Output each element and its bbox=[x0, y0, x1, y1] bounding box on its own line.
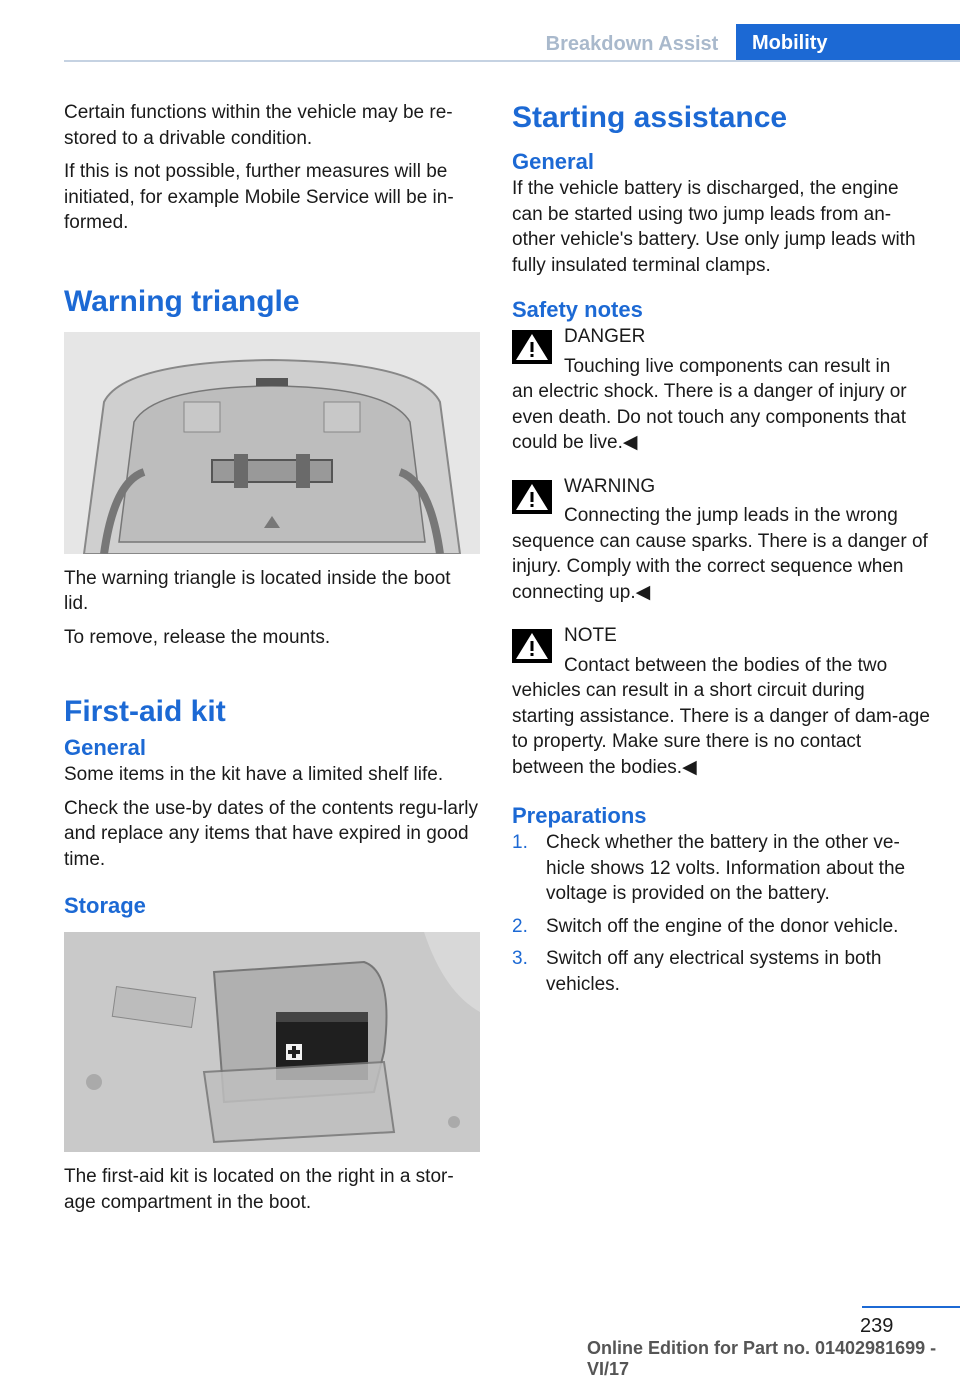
storage-paragraph-1: The first-aid kit is located on the right in a stor-age compartment in the boot. bbox=[64, 1166, 454, 1213]
warning-triangle-icon bbox=[512, 330, 552, 364]
safety-notes-heading: Safety notes bbox=[512, 297, 643, 322]
warning-text-rest: sequence can cause sparks. There is a danger of injury. Comply with the correct sequence when connecting up.◀ bbox=[512, 530, 928, 603]
warning-label: WARNING bbox=[564, 475, 656, 497]
danger-text-rest: an electric shock. There is a danger of injury or even death. Do not touch any components that could be live.◀ bbox=[512, 381, 907, 453]
step-number: 1. bbox=[512, 832, 528, 853]
note-text-rest: vehicles can result in a short circuit during starting assistance. There is a danger of dam-age to property. Make sure there is no contact between the bodies.◀ bbox=[512, 680, 930, 778]
danger-text bbox=[512, 354, 930, 456]
note-label: NOTE bbox=[564, 625, 617, 646]
left-column bbox=[64, 100, 480, 1223]
warning-triangle-paragraph-2: To remove, release the mounts. bbox=[64, 626, 331, 648]
edition-label: Online Edition for Part no. 01402981699 - VI/17 bbox=[587, 1338, 937, 1379]
step-number: 3. bbox=[512, 948, 528, 969]
starting-assistance-heading: Starting assistance bbox=[512, 101, 788, 134]
right-column bbox=[512, 100, 930, 1004]
first-aid-general-paragraph-2: Check the use-by dates of the contents regu-larly and replace any items that have expired in good time. bbox=[64, 797, 479, 870]
page-number: 239 bbox=[860, 1315, 894, 1337]
danger-label: DANGER bbox=[564, 326, 646, 347]
first-aid-general-heading: General bbox=[64, 735, 146, 760]
step-text: Check whether the battery in the other ve-hicle shows 12 volts. Information about the voltage is provided on the battery. bbox=[546, 832, 906, 904]
preparations-list bbox=[512, 830, 930, 997]
warning-note bbox=[512, 474, 930, 606]
first-aid-general-paragraph-1: Some items in the kit have a limited shelf life. bbox=[64, 764, 444, 785]
warning-triangle-icon bbox=[512, 480, 552, 514]
intro-paragraph-1: Certain functions within the vehicle may be re-stored to a drivable condition. bbox=[64, 102, 453, 149]
starting-general-heading: General bbox=[512, 149, 594, 174]
tab-breakdown-assist[interactable]: Breakdown Assist bbox=[545, 32, 719, 55]
warning-triangle-icon bbox=[512, 629, 552, 663]
warning-text bbox=[512, 503, 930, 605]
list-item bbox=[512, 830, 930, 907]
boot-lid-illustration bbox=[64, 332, 480, 554]
storage-heading: Storage bbox=[64, 893, 146, 918]
note-text bbox=[512, 653, 930, 781]
warning-triangle-paragraph-1: The warning triangle is located inside the boot lid. bbox=[64, 567, 451, 614]
footer-divider bbox=[862, 1306, 960, 1308]
first-aid-storage-illustration bbox=[64, 932, 480, 1152]
page-header bbox=[0, 0, 960, 62]
danger-text-line1: Touching live components can result in bbox=[564, 355, 891, 377]
header-divider bbox=[64, 60, 960, 62]
note-text-line1: Contact between the bodies of the two bbox=[564, 654, 888, 676]
list-item bbox=[512, 914, 930, 940]
danger-note bbox=[512, 324, 930, 456]
starting-general-paragraph: If the vehicle battery is discharged, the engine can be started using two jump leads from an-other vehicle's battery. Use only jump leads with fully insulated terminal clamps. bbox=[512, 178, 916, 276]
intro-paragraph-2: If this is not possible, further measures will be initiated, for example Mobile Service will be in-formed. bbox=[64, 161, 454, 233]
step-text: Switch off any electrical systems in both vehicles. bbox=[546, 948, 882, 995]
note-note bbox=[512, 623, 930, 780]
preparations-heading: Preparations bbox=[512, 803, 647, 828]
warning-text-line1: Connecting the jump leads in the wrong bbox=[564, 505, 898, 526]
first-aid-kit-heading: First-aid kit bbox=[64, 695, 226, 728]
warning-triangle-heading: Warning triangle bbox=[64, 284, 300, 318]
tab-mobility[interactable]: Mobility bbox=[736, 24, 960, 62]
step-text: Switch off the engine of the donor vehicle. bbox=[546, 915, 899, 937]
step-number: 2. bbox=[512, 915, 528, 937]
list-item bbox=[512, 946, 930, 997]
